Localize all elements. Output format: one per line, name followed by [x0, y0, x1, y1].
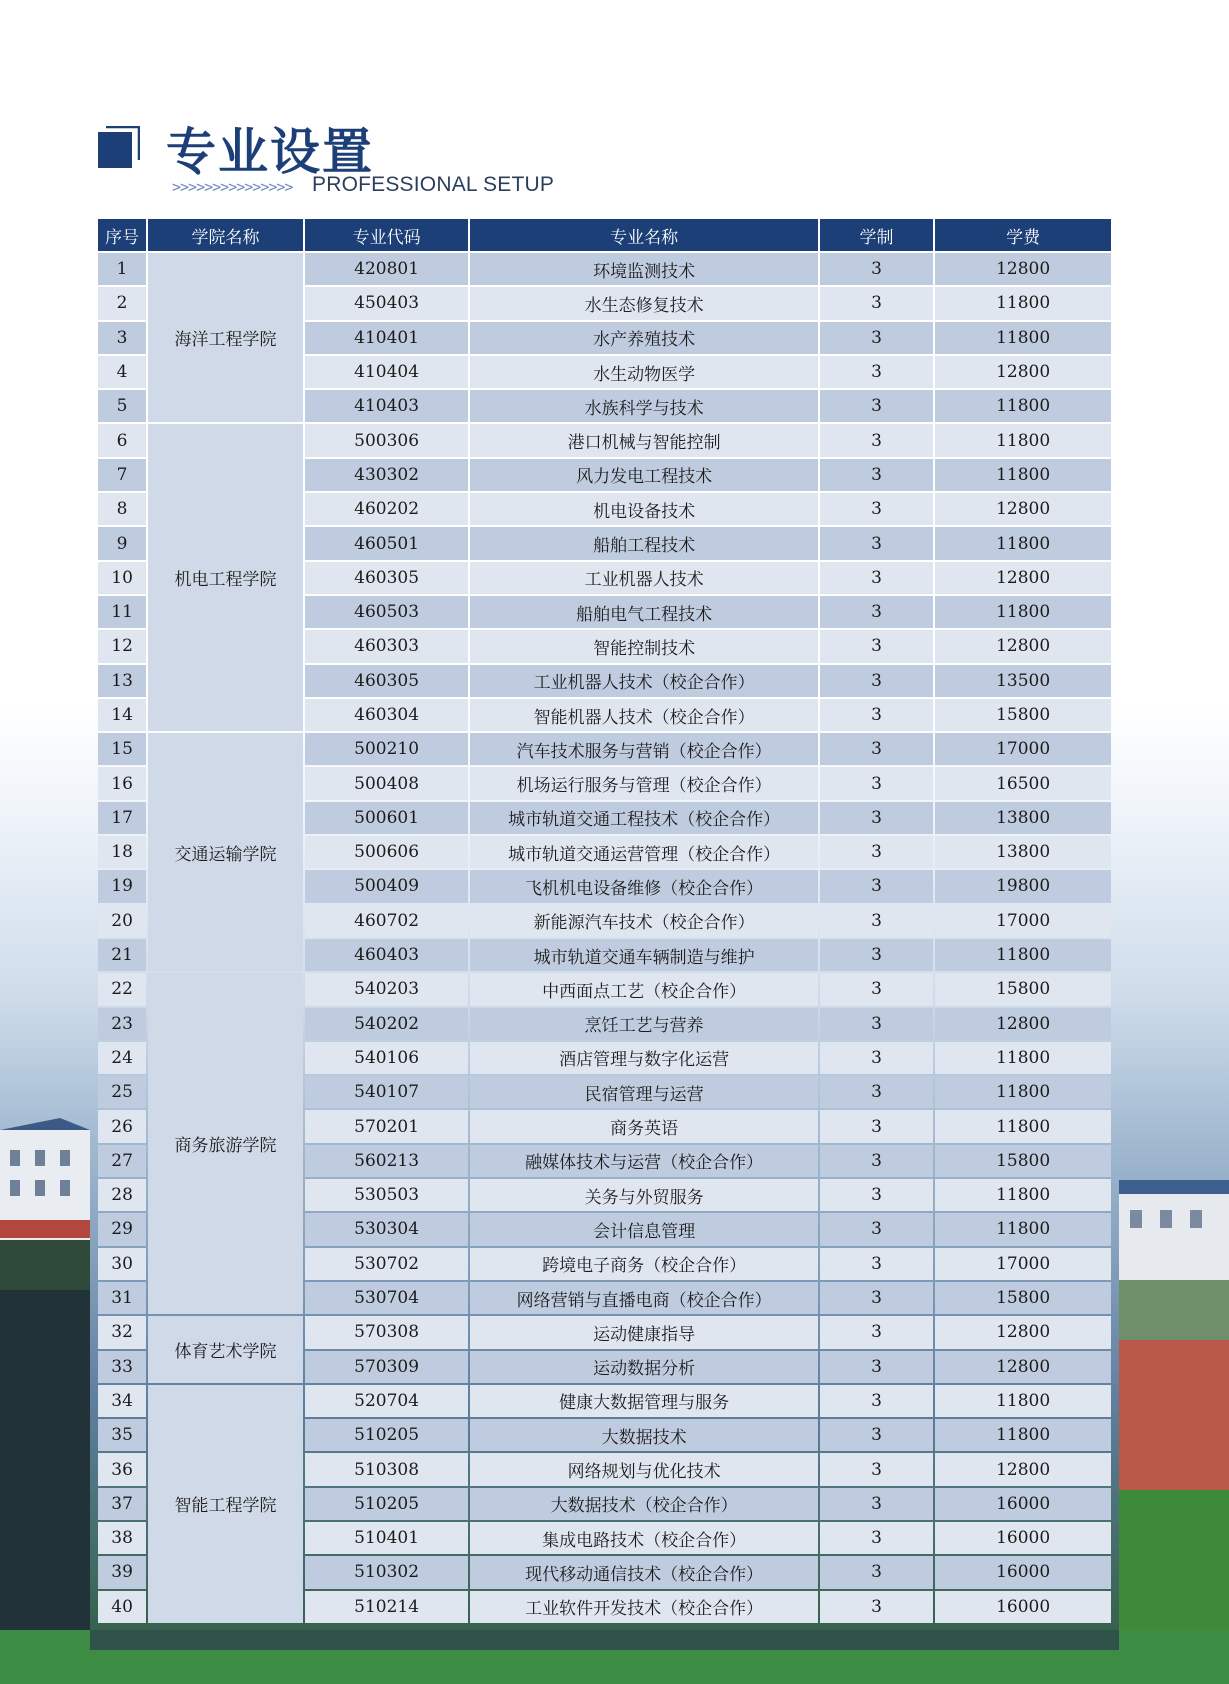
row-seq: 37 [98, 1488, 146, 1520]
row-years: 3 [820, 1282, 933, 1314]
row-code: 450403 [305, 287, 469, 319]
row-major: 运动数据分析 [470, 1351, 817, 1383]
row-major: 大数据技术（校企合作） [470, 1488, 817, 1520]
row-code: 520704 [305, 1385, 469, 1417]
row-code: 510302 [305, 1556, 469, 1588]
row-seq: 40 [98, 1591, 146, 1623]
row-years: 3 [820, 322, 933, 354]
row-fee: 16000 [935, 1522, 1111, 1554]
row-years: 3 [820, 1488, 933, 1520]
row-major: 跨境电子商务（校企合作） [470, 1248, 817, 1280]
row-seq: 27 [98, 1145, 146, 1177]
row-seq: 20 [98, 905, 146, 937]
row-years: 3 [820, 1316, 933, 1348]
row-seq: 1 [98, 253, 146, 285]
row-fee: 11800 [935, 1385, 1111, 1417]
row-code: 460501 [305, 527, 469, 559]
row-major: 新能源汽车技术（校企合作） [470, 905, 817, 937]
row-seq: 7 [98, 459, 146, 491]
table-body [98, 253, 1111, 1623]
row-code: 430302 [305, 459, 469, 491]
row-seq: 9 [98, 527, 146, 559]
row-fee: 15800 [935, 699, 1111, 731]
row-years: 3 [820, 1248, 933, 1280]
right-track-field [1119, 1280, 1229, 1684]
left-building [0, 1118, 90, 1240]
row-code: 500210 [305, 733, 469, 765]
row-fee: 17000 [935, 733, 1111, 765]
header-fee: 学费 [935, 219, 1111, 251]
page-title: 专业设置 [166, 123, 374, 181]
row-years: 3 [820, 699, 933, 731]
row-code: 500409 [305, 870, 469, 902]
row-seq: 21 [98, 939, 146, 971]
table-header-row [98, 219, 1111, 251]
table-row [98, 733, 1111, 765]
row-years: 3 [820, 1145, 933, 1177]
row-years: 3 [820, 253, 933, 285]
row-years: 3 [820, 527, 933, 559]
row-seq: 30 [98, 1248, 146, 1280]
row-years: 3 [820, 1008, 933, 1040]
row-major: 工业机器人技术（校企合作） [470, 665, 817, 697]
row-fee: 12800 [935, 630, 1111, 662]
row-major: 飞机机电设备维修（校企合作） [470, 870, 817, 902]
row-years: 3 [820, 1522, 933, 1554]
row-code: 540107 [305, 1076, 469, 1108]
row-code: 540203 [305, 973, 469, 1005]
row-fee: 16000 [935, 1488, 1111, 1520]
row-code: 570308 [305, 1316, 469, 1348]
row-seq: 32 [98, 1316, 146, 1348]
row-seq: 18 [98, 836, 146, 868]
row-code: 460305 [305, 562, 469, 594]
row-fee: 12800 [935, 1453, 1111, 1485]
row-major: 运动健康指导 [470, 1316, 817, 1348]
row-code: 530702 [305, 1248, 469, 1280]
row-fee: 17000 [935, 1248, 1111, 1280]
row-fee: 11800 [935, 596, 1111, 628]
row-years: 3 [820, 973, 933, 1005]
row-major: 水生态修复技术 [470, 287, 817, 319]
row-code: 510214 [305, 1591, 469, 1623]
row-seq: 29 [98, 1213, 146, 1245]
row-fee: 12800 [935, 1351, 1111, 1383]
arrow-decoration: >>>>>>>>>>>>>>> [172, 178, 293, 196]
row-fee: 11800 [935, 1419, 1111, 1451]
row-major: 关务与外贸服务 [470, 1179, 817, 1211]
row-years: 3 [820, 390, 933, 422]
row-major: 会计信息管理 [470, 1213, 817, 1245]
row-years: 3 [820, 1179, 933, 1211]
row-years: 3 [820, 939, 933, 971]
row-major: 集成电路技术（校企合作） [470, 1522, 817, 1554]
row-code: 530503 [305, 1179, 469, 1211]
header-seq: 序号 [98, 219, 146, 251]
row-years: 3 [820, 1453, 933, 1485]
row-years: 3 [820, 1591, 933, 1623]
table-row [98, 1385, 1111, 1417]
row-years: 3 [820, 1213, 933, 1245]
row-seq: 13 [98, 665, 146, 697]
row-fee: 12800 [935, 1008, 1111, 1040]
row-major: 中西面点工艺（校企合作） [470, 973, 817, 1005]
row-years: 3 [820, 836, 933, 868]
row-major: 港口机械与智能控制 [470, 424, 817, 456]
row-code: 540202 [305, 1008, 469, 1040]
row-fee: 11800 [935, 424, 1111, 456]
row-fee: 16500 [935, 767, 1111, 799]
row-major: 船舶电气工程技术 [470, 596, 817, 628]
row-major: 水族科学与技术 [470, 390, 817, 422]
row-seq: 24 [98, 1042, 146, 1074]
row-fee: 11800 [935, 1076, 1111, 1108]
row-years: 3 [820, 802, 933, 834]
row-years: 3 [820, 424, 933, 456]
row-fee: 11800 [935, 322, 1111, 354]
row-fee: 11800 [935, 1179, 1111, 1211]
row-code: 460503 [305, 596, 469, 628]
row-seq: 8 [98, 493, 146, 525]
row-seq: 25 [98, 1076, 146, 1108]
college-name: 体育艺术学院 [148, 1316, 303, 1383]
row-code: 510308 [305, 1453, 469, 1485]
row-major: 酒店管理与数字化运营 [470, 1042, 817, 1074]
row-fee: 11800 [935, 939, 1111, 971]
row-seq: 11 [98, 596, 146, 628]
row-years: 3 [820, 630, 933, 662]
row-major: 船舶工程技术 [470, 527, 817, 559]
row-seq: 5 [98, 390, 146, 422]
row-seq: 3 [98, 322, 146, 354]
row-fee: 16000 [935, 1591, 1111, 1623]
college-name: 交通运输学院 [148, 733, 303, 971]
row-major: 水产养殖技术 [470, 322, 817, 354]
row-fee: 13800 [935, 802, 1111, 834]
row-major: 城市轨道交通运营管理（校企合作） [470, 836, 817, 868]
row-code: 500306 [305, 424, 469, 456]
row-code: 510205 [305, 1419, 469, 1451]
row-years: 3 [820, 1351, 933, 1383]
row-code: 530704 [305, 1282, 469, 1314]
row-major: 民宿管理与运营 [470, 1076, 817, 1108]
row-code: 560213 [305, 1145, 469, 1177]
row-years: 3 [820, 1419, 933, 1451]
row-years: 3 [820, 1556, 933, 1588]
row-years: 3 [820, 287, 933, 319]
row-code: 460305 [305, 665, 469, 697]
row-seq: 28 [98, 1179, 146, 1211]
row-code: 460202 [305, 493, 469, 525]
row-fee: 15800 [935, 973, 1111, 1005]
row-years: 3 [820, 1042, 933, 1074]
row-seq: 38 [98, 1522, 146, 1554]
row-major: 健康大数据管理与服务 [470, 1385, 817, 1417]
row-fee: 19800 [935, 870, 1111, 902]
row-fee: 15800 [935, 1145, 1111, 1177]
row-major: 融媒体技术与运营（校企合作） [470, 1145, 817, 1177]
row-code: 540106 [305, 1042, 469, 1074]
row-code: 460702 [305, 905, 469, 937]
header-college: 学院名称 [148, 219, 303, 251]
row-fee: 11800 [935, 459, 1111, 491]
header-years: 学制 [820, 219, 933, 251]
row-major: 烹饪工艺与营养 [470, 1008, 817, 1040]
row-major: 现代移动通信技术（校企合作） [470, 1556, 817, 1588]
row-major: 城市轨道交通车辆制造与维护 [470, 939, 817, 971]
row-seq: 17 [98, 802, 146, 834]
row-fee: 16000 [935, 1556, 1111, 1588]
row-major: 环境监测技术 [470, 253, 817, 285]
row-major: 汽车技术服务与营销（校企合作） [470, 733, 817, 765]
row-code: 460304 [305, 699, 469, 731]
row-major: 机电设备技术 [470, 493, 817, 525]
row-fee: 11800 [935, 1213, 1111, 1245]
row-major: 城市轨道交通工程技术（校企合作） [470, 802, 817, 834]
row-code: 420801 [305, 253, 469, 285]
college-name: 商务旅游学院 [148, 973, 303, 1314]
table-row [98, 253, 1111, 285]
row-seq: 16 [98, 767, 146, 799]
majors-table [96, 217, 1113, 1625]
row-years: 3 [820, 459, 933, 491]
row-seq: 10 [98, 562, 146, 594]
row-fee: 15800 [935, 1282, 1111, 1314]
row-years: 3 [820, 665, 933, 697]
row-fee: 11800 [935, 390, 1111, 422]
row-code: 510401 [305, 1522, 469, 1554]
row-major: 商务英语 [470, 1110, 817, 1142]
row-major: 工业软件开发技术（校企合作） [470, 1591, 817, 1623]
row-seq: 36 [98, 1453, 146, 1485]
row-code: 410403 [305, 390, 469, 422]
square-frame-icon [98, 126, 140, 168]
row-seq: 19 [98, 870, 146, 902]
row-fee: 12800 [935, 356, 1111, 388]
row-code: 570309 [305, 1351, 469, 1383]
row-code: 530304 [305, 1213, 469, 1245]
row-seq: 12 [98, 630, 146, 662]
row-major: 风力发电工程技术 [470, 459, 817, 491]
row-years: 3 [820, 870, 933, 902]
row-years: 3 [820, 1110, 933, 1142]
row-major: 智能机器人技术（校企合作） [470, 699, 817, 731]
college-name: 海洋工程学院 [148, 253, 303, 422]
row-fee: 17000 [935, 905, 1111, 937]
row-years: 3 [820, 596, 933, 628]
row-seq: 14 [98, 699, 146, 731]
row-years: 3 [820, 1385, 933, 1417]
row-fee: 12800 [935, 493, 1111, 525]
row-seq: 15 [98, 733, 146, 765]
row-seq: 31 [98, 1282, 146, 1314]
row-major: 水生动物医学 [470, 356, 817, 388]
table-row [98, 1316, 1111, 1348]
row-years: 3 [820, 733, 933, 765]
page-subtitle: PROFESSIONAL SETUP [312, 173, 555, 196]
row-fee: 13800 [935, 836, 1111, 868]
row-seq: 4 [98, 356, 146, 388]
row-code: 460303 [305, 630, 469, 662]
row-years: 3 [820, 562, 933, 594]
row-fee: 11800 [935, 1110, 1111, 1142]
row-seq: 35 [98, 1419, 146, 1451]
row-seq: 23 [98, 1008, 146, 1040]
left-parade-ground [0, 1240, 90, 1684]
header-major: 专业名称 [470, 219, 817, 251]
row-fee: 12800 [935, 1316, 1111, 1348]
college-name: 智能工程学院 [148, 1385, 303, 1623]
row-years: 3 [820, 1076, 933, 1108]
row-years: 3 [820, 767, 933, 799]
row-code: 500606 [305, 836, 469, 868]
row-major: 网络规划与优化技术 [470, 1453, 817, 1485]
row-major: 工业机器人技术 [470, 562, 817, 594]
row-seq: 6 [98, 424, 146, 456]
row-seq: 39 [98, 1556, 146, 1588]
row-major: 大数据技术 [470, 1419, 817, 1451]
row-years: 3 [820, 905, 933, 937]
table-row [98, 973, 1111, 1005]
row-years: 3 [820, 356, 933, 388]
row-seq: 34 [98, 1385, 146, 1417]
row-years: 3 [820, 493, 933, 525]
row-seq: 22 [98, 973, 146, 1005]
row-seq: 2 [98, 287, 146, 319]
bottom-field [0, 1630, 1229, 1684]
row-fee: 13500 [935, 665, 1111, 697]
row-major: 智能控制技术 [470, 630, 817, 662]
row-fee: 11800 [935, 287, 1111, 319]
row-code: 570201 [305, 1110, 469, 1142]
row-code: 410401 [305, 322, 469, 354]
row-seq: 26 [98, 1110, 146, 1142]
row-major: 机场运行服务与管理（校企合作） [470, 767, 817, 799]
row-code: 410404 [305, 356, 469, 388]
row-code: 510205 [305, 1488, 469, 1520]
row-code: 500408 [305, 767, 469, 799]
row-fee: 12800 [935, 562, 1111, 594]
row-fee: 12800 [935, 253, 1111, 285]
row-code: 460403 [305, 939, 469, 971]
row-major: 网络营销与直播电商（校企合作） [470, 1282, 817, 1314]
row-fee: 11800 [935, 1042, 1111, 1074]
row-code: 500601 [305, 802, 469, 834]
table-row [98, 424, 1111, 456]
row-seq: 33 [98, 1351, 146, 1383]
right-building [1119, 1180, 1229, 1280]
row-fee: 11800 [935, 527, 1111, 559]
college-name: 机电工程学院 [148, 424, 303, 731]
header-code: 专业代码 [305, 219, 469, 251]
